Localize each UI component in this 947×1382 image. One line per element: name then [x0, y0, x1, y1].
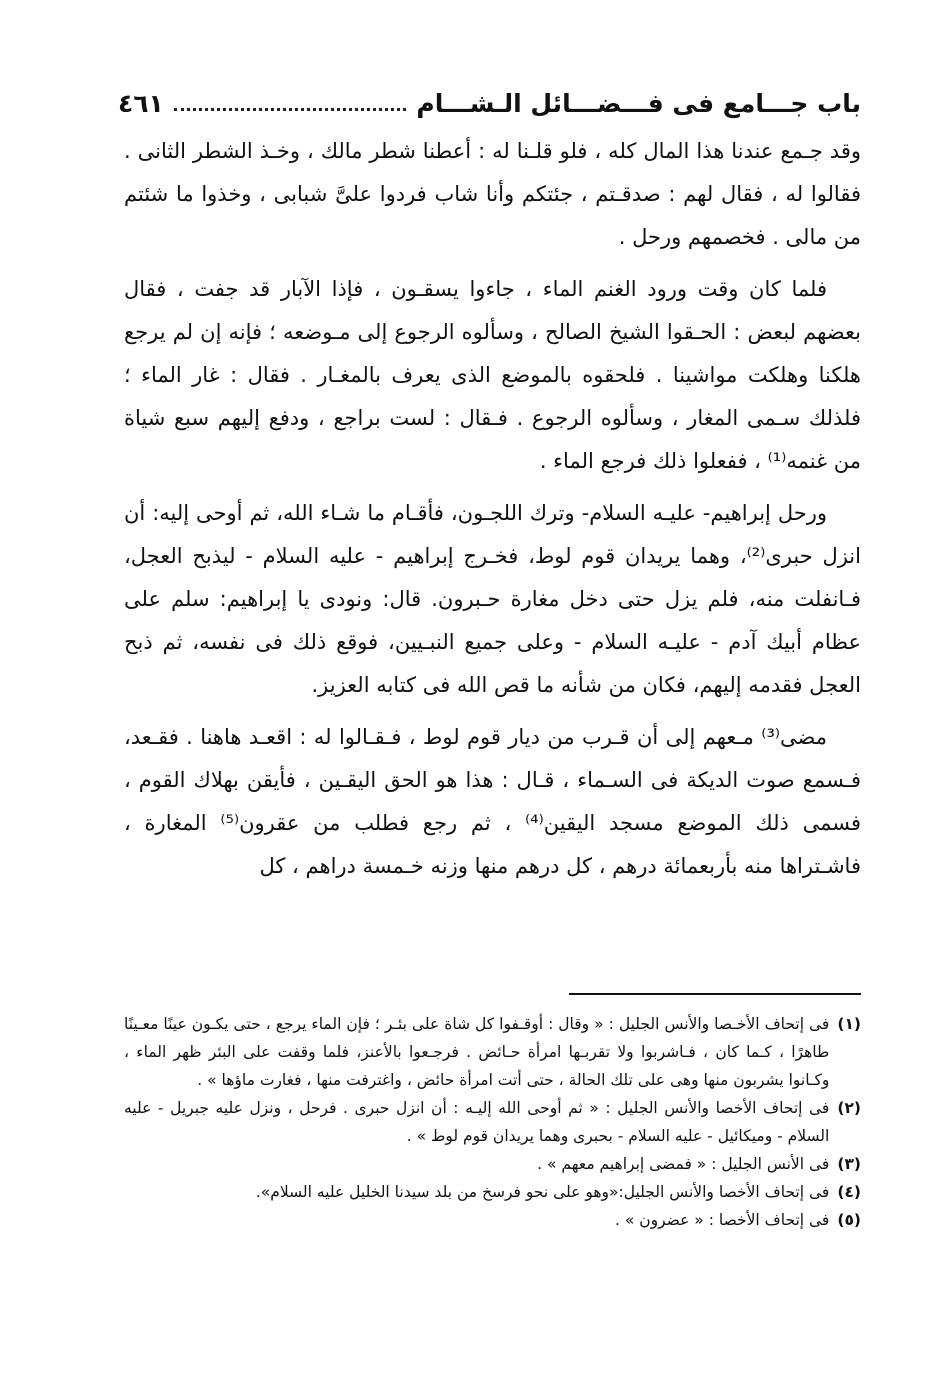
footnote-text: فى إتحاف الأخـصا والأنس الجليل : « وقال : أوقـفوا كل شاة على بئـر ؛ فإن الماء يرجع ، حتى يكـون عينًا معـينًا طاهرًا ، كـما كان ، فـاشربوا ولا تقربـها امرأة حـائض . فرجـعوا بالأعنز، فلما وقفت على البئر ظهر الماء ، وكـانوا يشربون منها وهى على تلك الحالة ، حتى أتت امرأة حائض ، واغترفت منها ، فغارت ماؤها » . [124, 1015, 830, 1089]
footnote-number: (١) [837, 1015, 861, 1033]
paragraph: وقد جـمع عندنا هذا المال كله ، فلو قلـنا له : أعطنا شطر مالك ، وخـذ الشطر الثانى . فقالوا له ، فقال لهم : صدقـتم ، جئتكم وأنا شاب فردوا علىَّ شبابى ، وخذوا ما شئتم من مالى . فخصمهم ورحل . [124, 139, 861, 249]
paragraph: مضى⁽³⁾ مـعهم إلى أن قـرب من ديار قوم لوط ، فـقـالوا له : اقعـد هاهنا . فقـعد، فـسمع صوت الديكة فى السـماء ، قـال : هذا هو الحق اليقـين ، فأيقن بهلاك القوم ، فسمى ذلك الموضع مسجد اليقين⁽⁴⁾ ، ثم رجع فطلب من عقرون⁽⁵⁾ المغارة ، فاشـتراها منه بأربعمائة درهم ، كل درهم منها وزنه خـمسة دراهم ، كل [124, 725, 862, 878]
footnote-text: فى إتحاف الأخصا والأنس الجليل : « ثم أوحى الله إليـه : أن انزل حبرى . فرحل ، ونزل عليه جبريل - عليه السلام - وميكائيل - عليه السلام - بحبرى وهما يريدان قوم لوط » . [124, 1099, 830, 1145]
page-number: ٤٦١ [118, 88, 164, 118]
footnote-number: (٤) [837, 1183, 861, 1201]
footnote [124, 1094, 861, 1150]
paragraph: ورحل إبراهيم- عليـه السلام- وترك اللجـون، فأقـام ما شـاء الله، ثم أوحى إليه: أن انزل حبرى⁽²⁾، وهما يريدان قوم لوط، فخـرج إبراهيم - عليه السلام - ليذبح العجل، فـانفلت منه، فلم يزل حتى دخل مغارة حـبرون. قال: ونودى يا إبراهيم: سلم على عظام أبيك آدم - عليـه السلام - وعلى جميع النبـيين، فوقع ذلك فى نفسه، ثم ذبح العجل فقدمه إليهم، فكان من شأنه ما قص الله فى كتابه العزيز. [124, 501, 861, 697]
footnote-text: فى الأنس الجليل : « فمضى إبراهيم معهم » . [537, 1155, 830, 1173]
footnotes [124, 1010, 861, 1234]
footnote-number: (٥) [837, 1211, 861, 1229]
running-header [118, 82, 861, 124]
chapter-title: باب جـــامع فى فـــضـــائل الـشـــام [416, 88, 861, 118]
footnote [124, 1178, 861, 1206]
footnote [124, 1206, 861, 1234]
dotted-leader [174, 108, 407, 111]
paragraph: فلما كان وقت ورود الغنم الماء ، جاءوا يسقـون ، فإذا الآبار قد جفت ، فقال بعضهم لبعض : الحـقوا الشيخ الصالح ، وسألوه الرجوع إلى مـوضعه ؛ فإنه إن لم يرجع هلكنا وهلكت مواشينا . فلحقوه بالموضع الذى يعرف بالمغـار . فقال : غار الماء ؛ فلذلك سـمى المغار ، وسألوه الرجوع . فـقال : لست براجع ، ودفع إليهم سبع شياة من غنمه⁽¹⁾ ، ففعلوا ذلك فرجع الماء . [124, 277, 861, 473]
footnote [124, 1010, 861, 1094]
footnote-separator [569, 993, 861, 995]
footnote [124, 1150, 861, 1178]
main-text [124, 130, 861, 897]
footnote-number: (٣) [837, 1155, 861, 1173]
footnote-text: فى إتحاف الأخصا والأنس الجليل:«وهو على نحو فرسخ من بلد سيدنا الخليل عليه السلام». [255, 1183, 830, 1201]
footnote-number: (٢) [837, 1099, 861, 1117]
footnote-text: فى إتحاف الأخصا : « عضرون » . [614, 1211, 830, 1229]
